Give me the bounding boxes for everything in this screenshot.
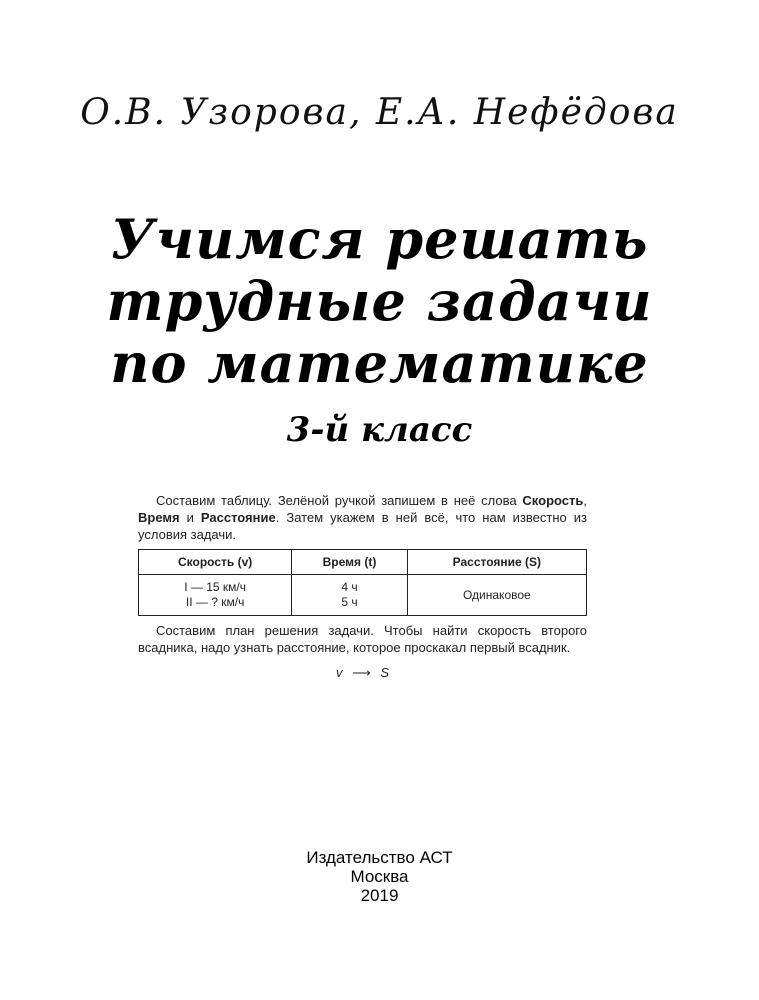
header-speed: Скорость (v) — [139, 550, 292, 575]
publisher-block — [0, 848, 759, 905]
term-speed: Скорость — [522, 493, 584, 508]
title-line-3: по математике — [110, 331, 649, 395]
header-distance: Расстояние (S) — [407, 550, 586, 575]
sample-excerpt — [138, 492, 587, 681]
title-line-2: трудные задачи — [106, 269, 653, 333]
paragraph-1-text-c: , — [583, 493, 587, 508]
authors: О.В. Узорова, Е.А. Нефёдова — [80, 92, 679, 133]
formula-s: S — [380, 665, 390, 680]
paragraph-2: Составим план решения задачи. Чтобы найти скорость второго всадника, надо узнать расстояние, которое проскакал первый всадник. — [138, 623, 587, 655]
formula-v: v — [335, 665, 343, 680]
plan-formula — [138, 664, 587, 681]
time-line-2: 5 ч — [341, 595, 358, 609]
paragraph-1-text-a: Составим таблицу. Зелёной ручкой запишем в неё слова — [156, 493, 523, 508]
publisher-name: Издательство АСТ — [306, 848, 453, 867]
arrow-right-icon: ⟶ — [352, 665, 371, 680]
cell-time — [292, 575, 407, 616]
speed-line-1: I — 15 км/ч — [184, 580, 247, 594]
term-distance: Расстояние — [200, 510, 276, 525]
title-line-1: Учимся решать — [110, 207, 649, 271]
time-line-1: 4 ч — [341, 580, 358, 594]
cell-speed — [139, 575, 292, 616]
cell-distance: Одинаковое — [407, 575, 586, 616]
table-row — [139, 575, 587, 616]
grade-label: 3-й класс — [286, 410, 473, 450]
publication-year: 2019 — [360, 886, 399, 905]
table-header-row — [139, 550, 587, 575]
publisher-city: Москва — [350, 867, 409, 886]
data-table — [138, 549, 587, 616]
paragraph-1-text-d: и — [179, 510, 201, 525]
term-time: Время — [138, 510, 180, 525]
paragraph-1 — [138, 492, 587, 543]
book-title — [0, 208, 759, 394]
speed-line-2: II — ? км/ч — [185, 595, 245, 609]
header-time: Время (t) — [292, 550, 407, 575]
paragraph-1-text-e: . Затем укажем в ней всё, что нам известно из условия задачи. — [138, 510, 587, 542]
